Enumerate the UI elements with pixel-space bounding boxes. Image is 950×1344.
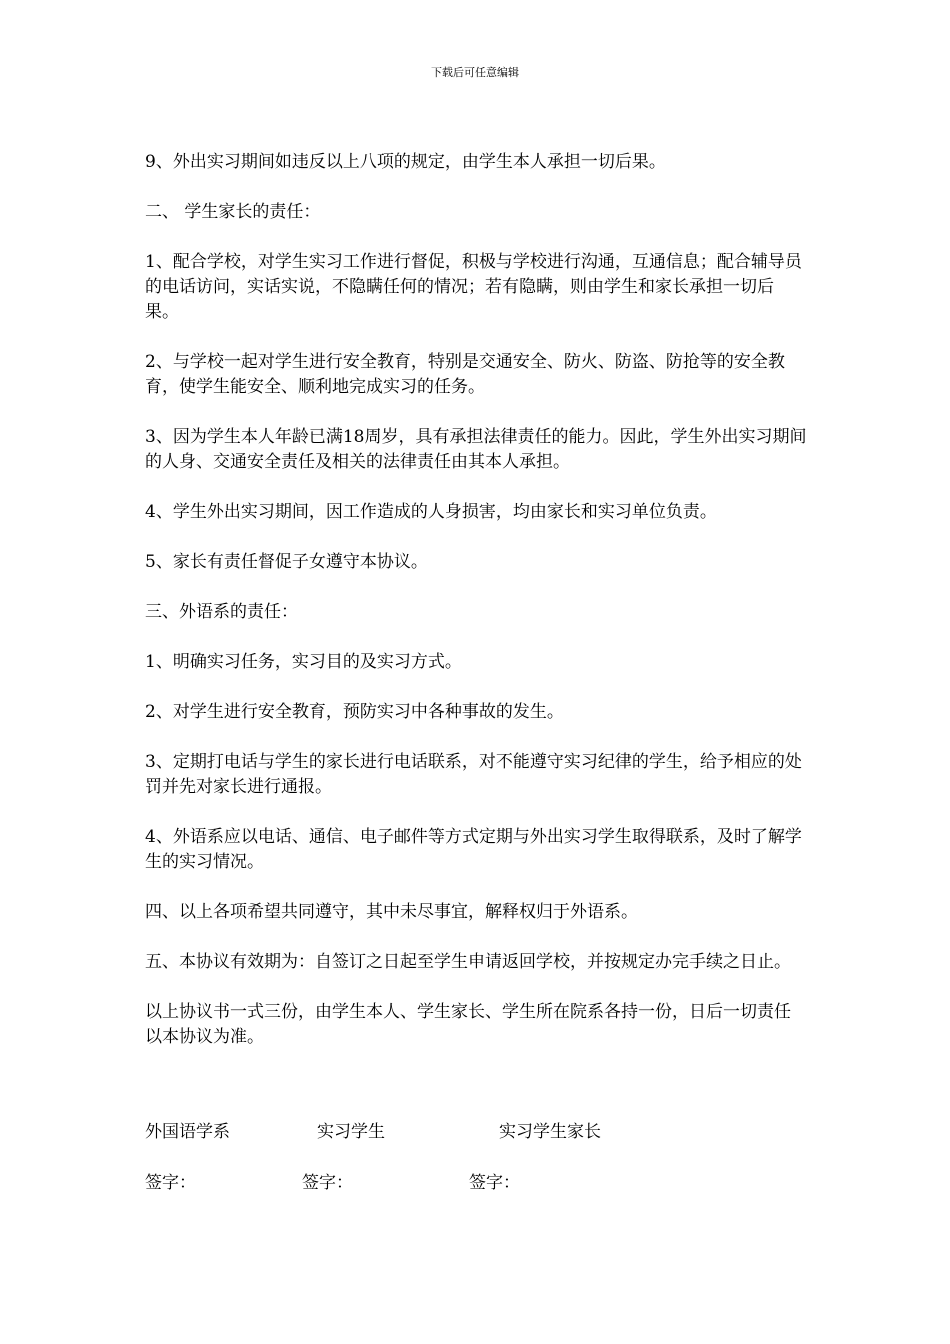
parent-clause-4: 4、学生外出实习期间，因工作造成的人身损害，均由家长和实习单位负责。 [145, 502, 717, 522]
section-department-responsibilities-heading: 三、外语系的责任： [145, 602, 298, 622]
section-parent-responsibilities-heading: 二、 学生家长的责任： [145, 202, 321, 222]
department-clause-3: 3、定期打电话与学生的家长进行电话联系，对不能遵守实习纪律的学生，给予相应的处罚并先对家长进行通报。 [145, 752, 802, 797]
parent-clause-3: 3、因为学生本人年龄已满18周岁，具有承担法律责任的能力。因此，学生外出实习期间的人身、交通安全责任及相关的法律责任由其本人承担。 [145, 427, 807, 472]
document-body [145, 150, 807, 1075]
signature-lines-row [145, 1171, 807, 1196]
department-clause-2: 2、对学生进行安全教育，预防实习中各种事故的发生。 [145, 702, 564, 722]
clause-9-violation: 9、外出实习期间如违反以上八项的规定，由学生本人承担一切后果。 [145, 152, 666, 172]
sign-label-student: 签字： [302, 1173, 353, 1193]
department-clause-1: 1、明确实习任务，实习目的及实习方式。 [145, 652, 462, 672]
section-four-compliance: 四、以上各项希望共同遵守，其中未尽事宜，解释权归于外语系。 [145, 902, 638, 922]
page-header-note: 下载后可任意编辑 [431, 66, 519, 79]
party-student: 实习学生 [317, 1122, 385, 1142]
department-clause-4: 4、外语系应以电话、通信、电子邮件等方式定期与外出实习学生取得联系，及时了解学生的实习情况。 [145, 827, 802, 872]
parent-clause-5: 5、家长有责任督促子女遵守本协议。 [145, 552, 428, 572]
party-parent: 实习学生家长 [499, 1122, 601, 1142]
party-department: 外国语学系 [145, 1122, 230, 1142]
signature-parties-row [145, 1120, 807, 1145]
parent-clause-1: 1、配合学校，对学生实习工作进行督促，积极与学校进行沟通，互通信息；配合辅导员的电话访问，实话实说，不隐瞒任何的情况；若有隐瞒，则由学生和家长承担一切后果。 [145, 252, 802, 322]
parent-clause-2: 2、与学校一起对学生进行安全教育，特别是交通安全、防火、防盗、防抢等的安全教育，使学生能安全、顺利地完成实习的任务。 [145, 352, 785, 397]
sign-label-department: 签字： [145, 1173, 196, 1193]
sign-label-parent: 签字： [469, 1173, 520, 1193]
copies-statement: 以上协议书一式三份，由学生本人、学生家长、学生所在院系各持一份，日后一切责任以本协议为准。 [145, 1002, 791, 1047]
section-five-validity: 五、本协议有效期为：自签订之日起至学生申请返回学校，并按规定办完手续之日止。 [145, 952, 791, 972]
